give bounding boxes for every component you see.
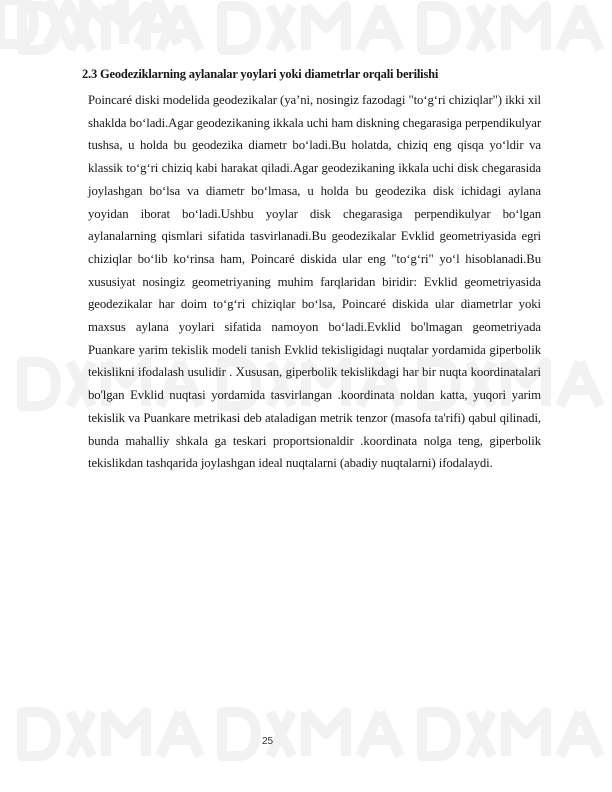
page-number: 25 [262, 736, 274, 747]
document-page [82, 64, 542, 475]
body-paragraph: Poincaré diski modelida geodezikalar (ya’ni, nosingiz fazodagi "to‘g‘ri chiziqlar") ikki xil shaklda bo‘ladi.Agar geodezikaning ikkala uchi ham diskning chegarasiga perpendikulyar tushsa, u holda bu geodezika diametr bo‘ladi.Bu holatda, chiziq eng qisqa yo‘ldir va klassik to‘g‘ri chiziq kabi harakat qiladi.Agar geodezikaning ikkala uchi disk chegarasida joylashgan bo‘lsa va diametr bo‘lmasa, u holda bu geodezika disk ichidagi aylana yoyidan iborat bo‘ladi.Ushbu yoylar disk chegarasiga perpendikulyar bo‘lgan aylanalarning qismlari sifatida tasvirlanadi.Bu geodezikalar Evklid geometriyasida egri chiziqlar bo‘lib ko‘rinsa ham, Poincaré diskida ular eng "to‘g‘ri" yo‘l hisoblanadi.Bu xususiyat nosingiz geometriyaning muhim farqlaridan biridir: Evklid geometriyasida geodezikalar har doim to‘g‘ri chiziqlar bo‘lsa, Poincaré diskida ular diametrlar yoki maxsus aylana yoylari sifatida namoyon bo‘ladi.Evklid bo'lmagan geometriyada Puankare yarim tekislik modeli tanish Evklid tekisligidagi nuqtalar yordamida giperbolik tekislikni ifodalash usulidir . Xususan, giperbolik tekislikdagi har bir nuqta koordinatalari bo'lgan Evklid nuqtasi yordamida tasvirlangan .koordinata noldan katta, yuqori yarim tekislik va Puankare metrikasi deb ataladigan metrik tenzor (masofa ta'rifi) qabul qilinadi, bunda mahalliy shkala ga teskari proportsionaldir .koordinata nolga teng, giperbolik tekislikdan tashqarida joylashgan ideal nuqtalarni (abadiy nuqtalarni) ifodalaydi. [88, 93, 542, 471]
section-heading: 2.3 Geodeziklarning aylanalar yoylari yoki diametrlar orqali berilishi [82, 67, 439, 81]
